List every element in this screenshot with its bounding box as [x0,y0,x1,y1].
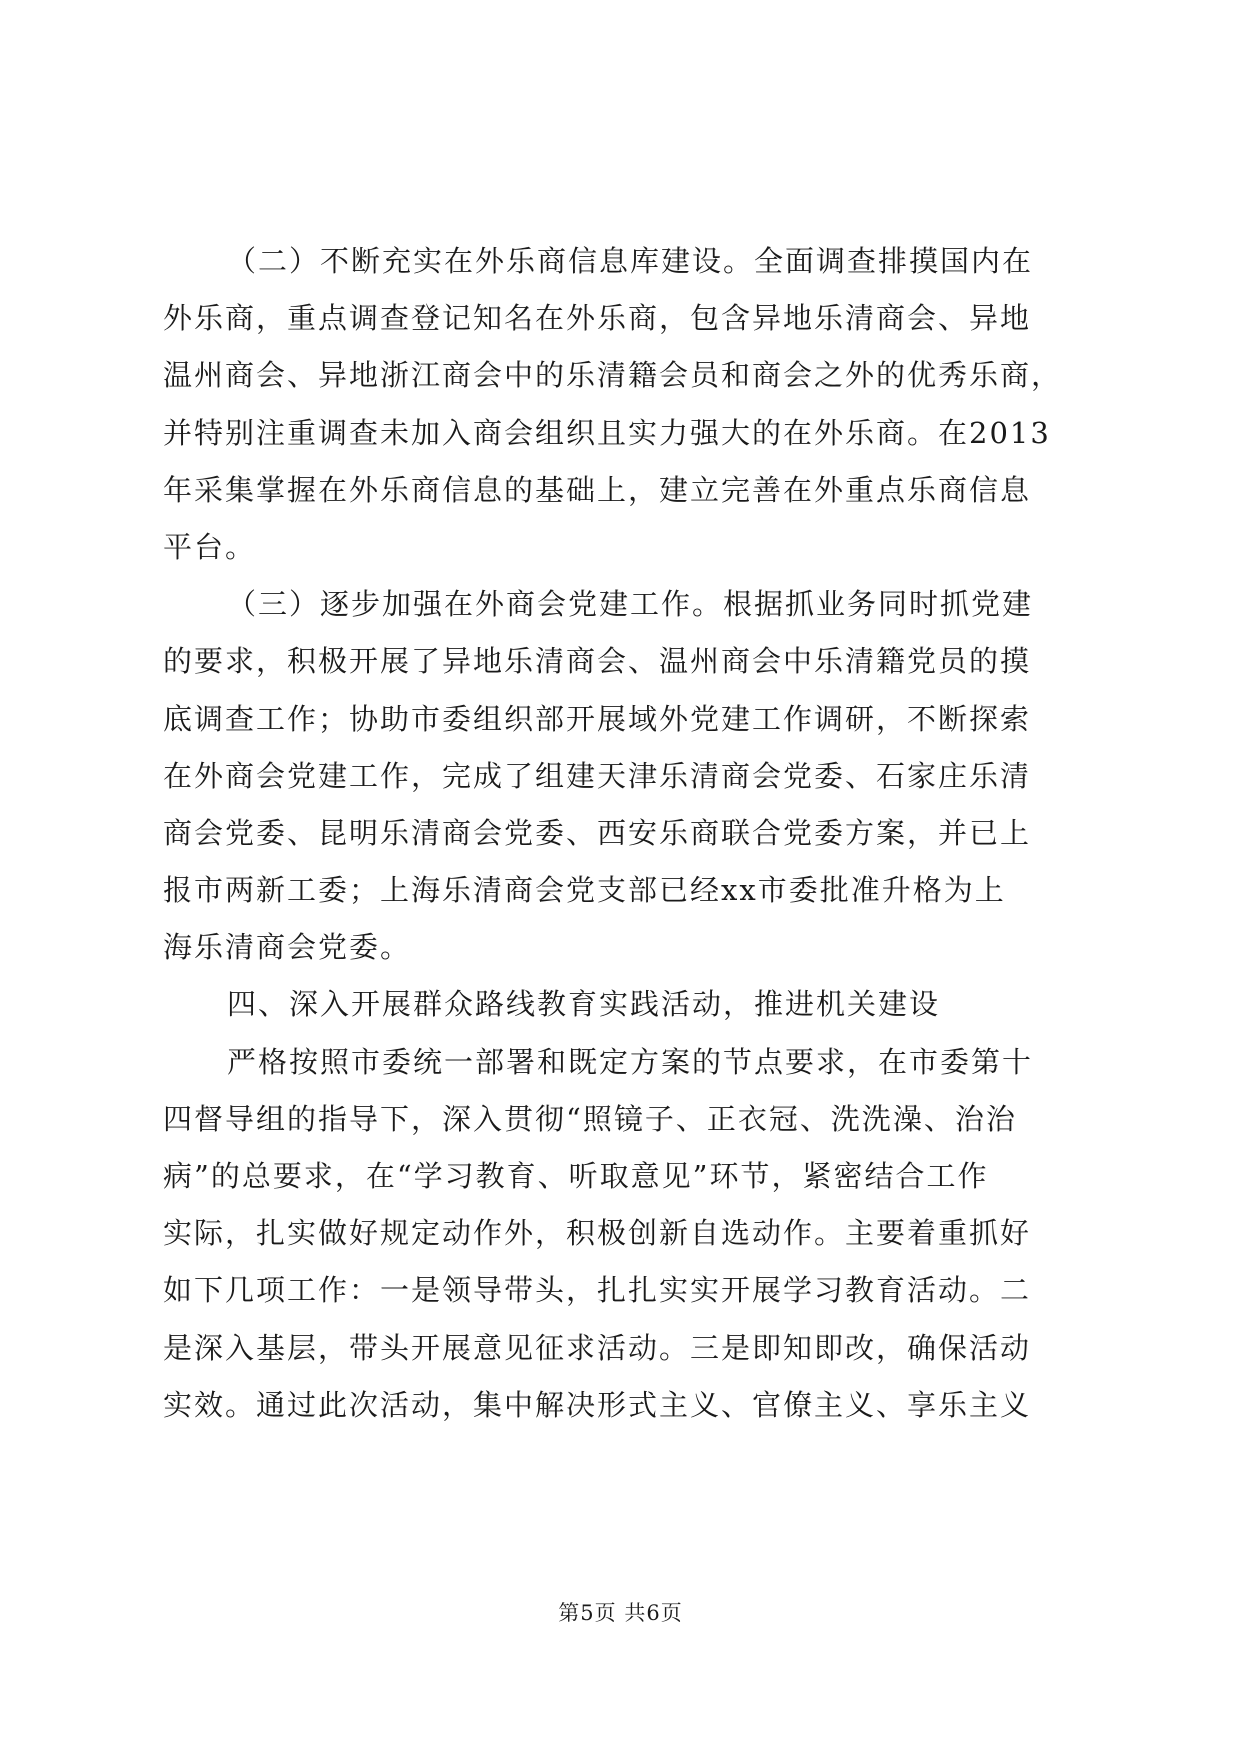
paragraph-line: （二）不断充实在外乐商信息库建设。全面调查排摸国内在 [227,244,1034,278]
paragraph-line: 如下几项工作：一是领导带头，扎扎实实开展学习教育活动。二 [163,1273,1032,1308]
paragraph-line: 海乐清商会党委。 [163,930,412,965]
paragraph-line: 年采集掌握在外乐商信息的基础上，建立完善在外重点乐商信息 [163,472,1032,507]
page-number-footer: 第5页 共6页 [558,1601,683,1625]
paragraph-line: 实际，扎实做好规定动作外，积极创新自选动作。主要着重抓好 [163,1216,1032,1251]
paragraph-line: 病”的总要求，在“学习教育、听取意见”环节，紧密结合工作 [163,1159,989,1193]
paragraph-line: 并特别注重调查未加入商会组织且实力强大的在外乐商。在2013 [163,415,1051,450]
paragraph-line: 在外商会党建工作，完成了组建天津乐清商会党委、石家庄乐清 [163,758,1032,793]
paragraph-line: （三）逐步加强在外商会党建工作。根据抓业务同时抓党建 [227,587,1034,622]
paragraph-line: 四督导组的指导下，深入贯彻“照镜子、正衣冠、洗洗澡、治治 [163,1101,1017,1136]
paragraph-line: 平台。 [163,529,257,564]
section-heading: 四、深入开展群众路线教育实践活动，推进机关建设 [227,987,941,1022]
paragraph-line: 是深入基层，带头开展意见征求活动。三是即知即改，确保活动 [163,1330,1032,1365]
paragraph-line: 实效。通过此次活动，集中解决形式主义、官僚主义、享乐主义 [163,1387,1032,1422]
paragraph-line: 外乐商，重点调查登记知名在外乐商，包含异地乐清商会、异地 [163,301,1032,336]
paragraph-line: 严格按照市委统一部署和既定方案的节点要求，在市委第十 [227,1044,1034,1079]
paragraph-line: 温州商会、异地浙江商会中的乐清籍会员和商会之外的优秀乐商， [163,358,1063,393]
paragraph-line: 底调查工作；协助市委组织部开展域外党建工作调研，不断探索 [163,701,1032,736]
paragraph-line: 报市两新工委；上海乐清商会党支部已经xx市委批准升格为上 [163,873,1006,908]
body-text [163,233,1093,1434]
paragraph-line: 的要求，积极开展了异地乐清商会、温州商会中乐清籍党员的摸 [163,644,1032,679]
paragraph-line: 商会党委、昆明乐清商会党委、西安乐商联合党委方案，并已上 [163,815,1032,850]
